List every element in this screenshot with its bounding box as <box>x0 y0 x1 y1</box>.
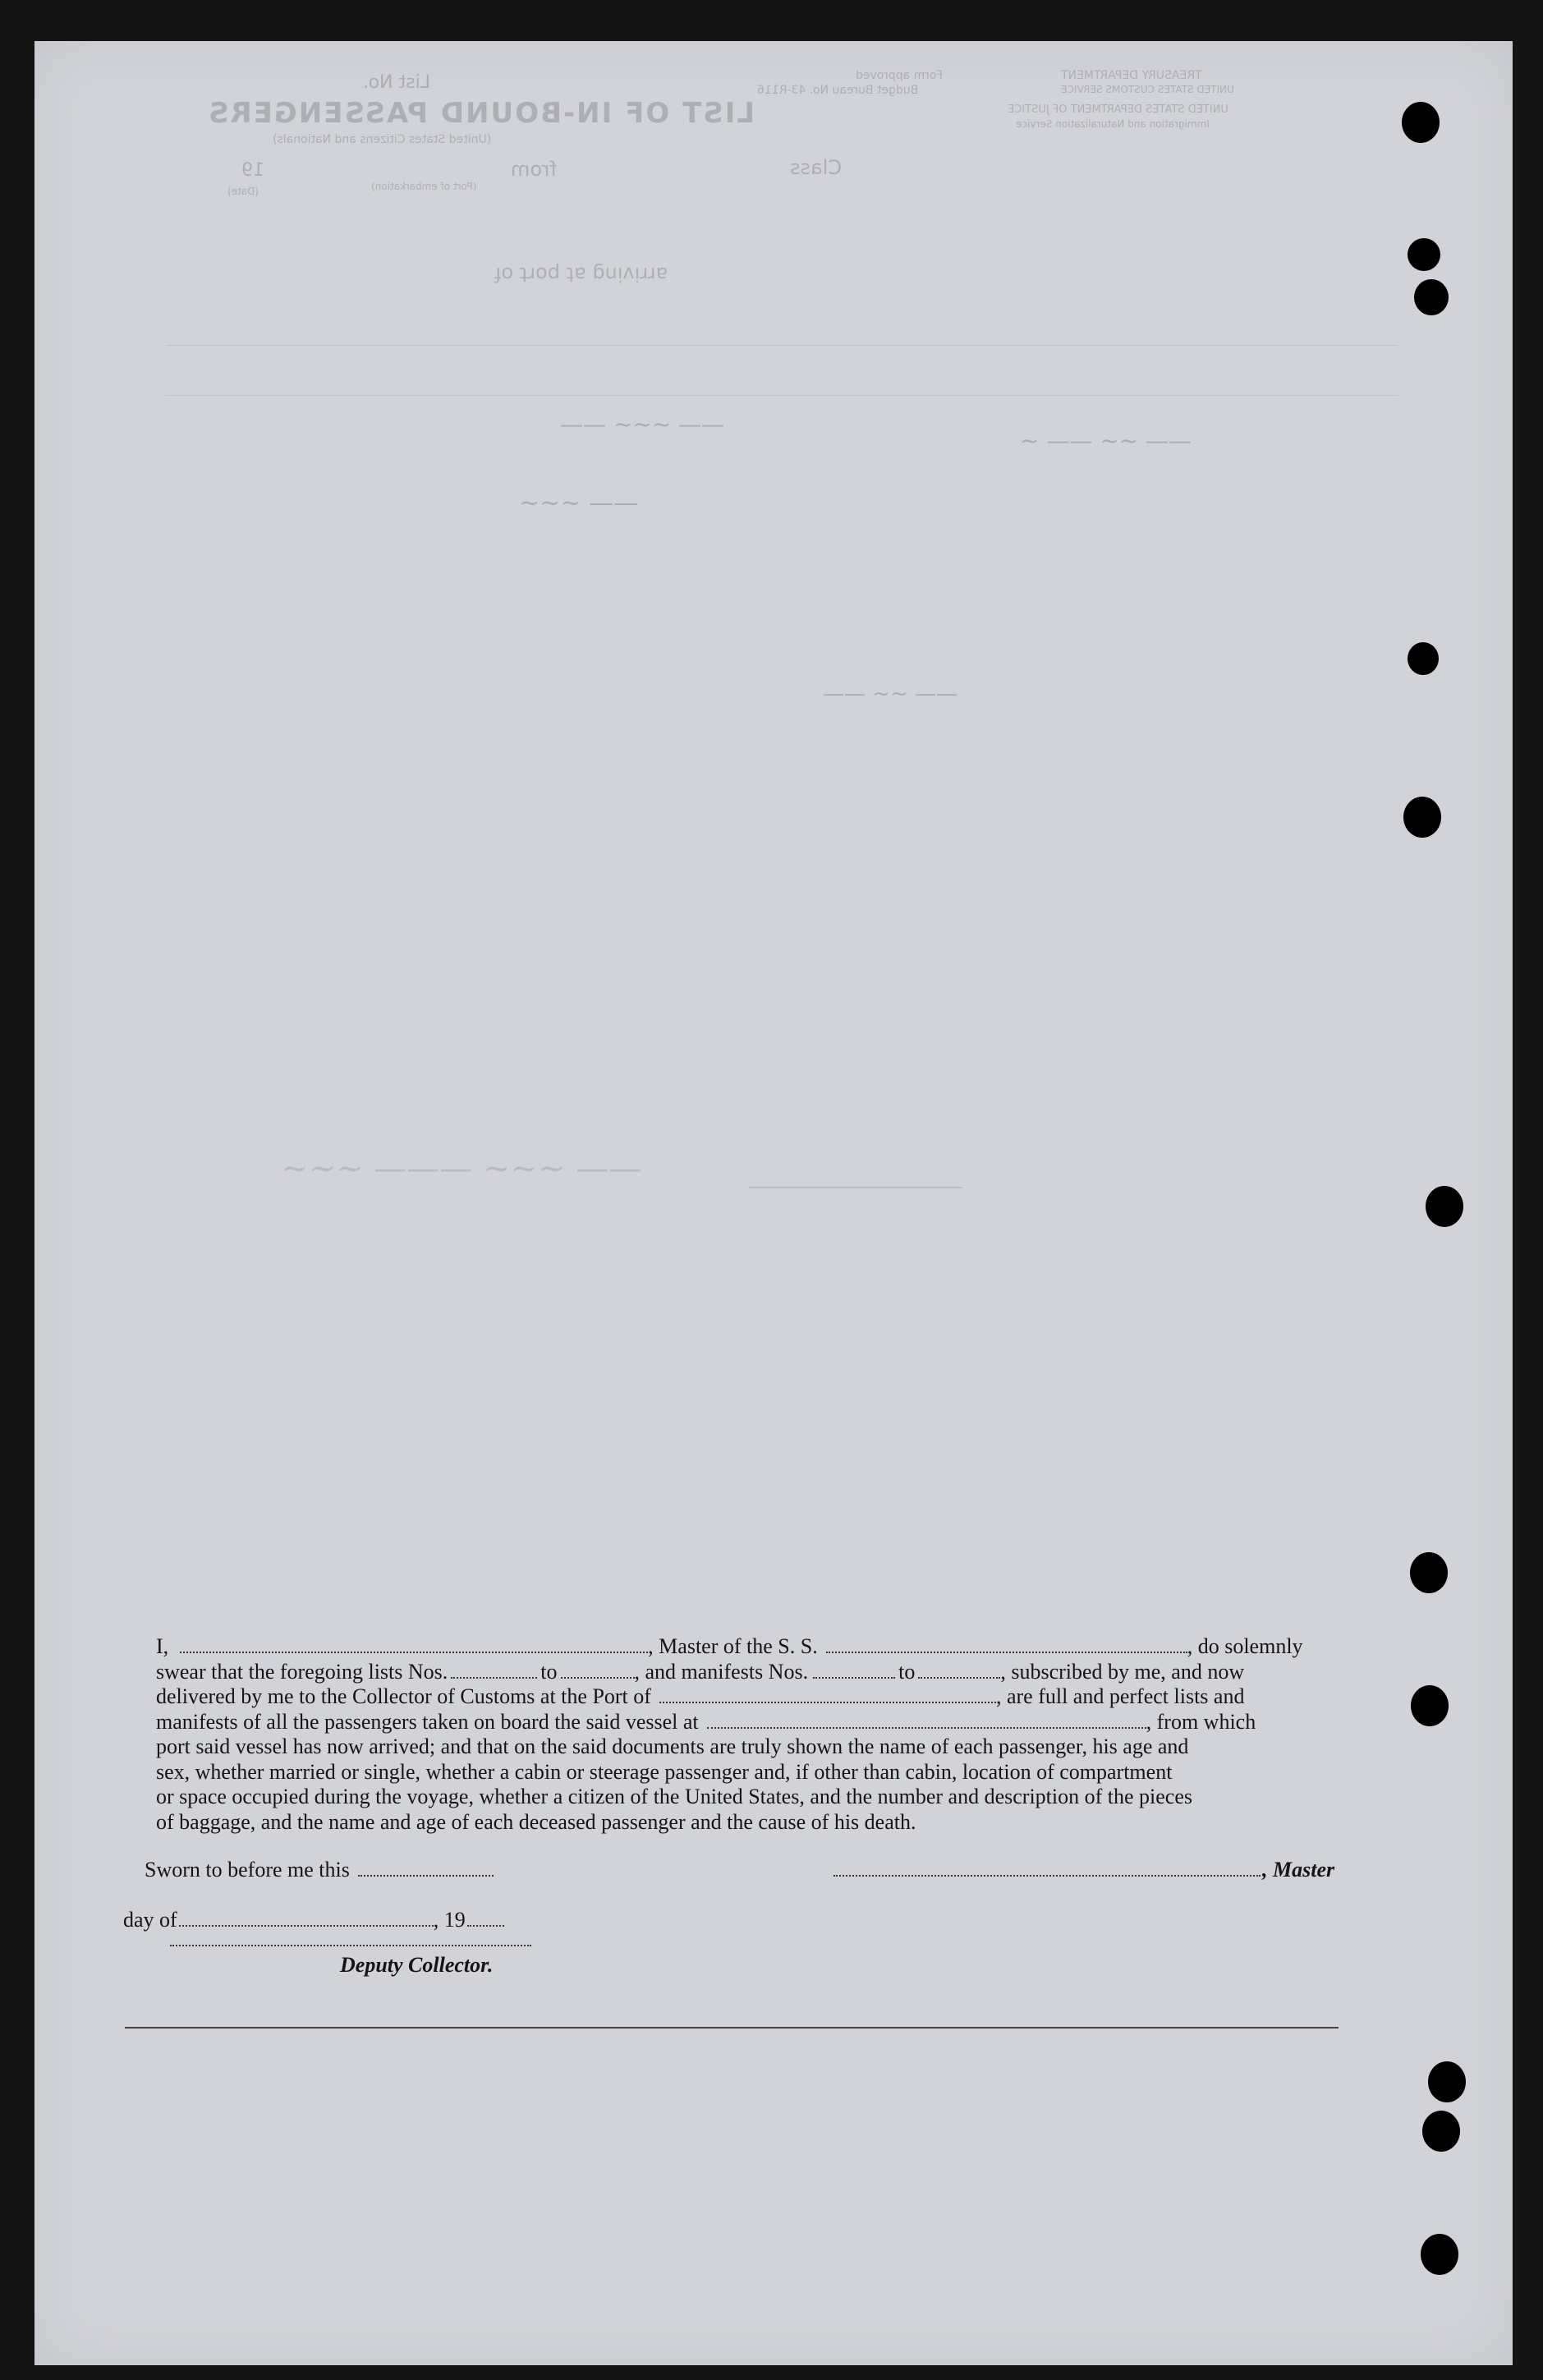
oath-text: , do solemnly <box>1187 1634 1303 1658</box>
bleed-faint-rule <box>749 1187 962 1188</box>
month-field[interactable] <box>179 1909 434 1927</box>
manifests-to-field[interactable] <box>918 1661 1000 1679</box>
deputy-signature-field[interactable] <box>170 1945 531 1946</box>
oath-text: delivered by me to the Collector of Customs at the Port of <box>156 1684 651 1708</box>
oath-text: or space occupied during the voyage, whether a citizen of the United States, and the number and description of the pieces <box>156 1785 1193 1808</box>
oath-text: sex, whether married or single, whether a cabin or steerage passenger and, if other than cabin, location of compartment <box>156 1759 1173 1784</box>
oath-line <box>156 1734 1378 1760</box>
sworn-day-field[interactable] <box>358 1859 494 1877</box>
punch-hole <box>1428 2061 1466 2102</box>
punch-hole <box>1426 1186 1463 1227</box>
oath-line <box>156 1710 1378 1735</box>
oath-text: manifests of all the passengers taken on board the said vessel at <box>156 1709 699 1734</box>
bleed-date: (Date) <box>227 186 259 197</box>
bleed-nineteen: 19 <box>241 160 264 181</box>
year-prefix: , 19 <box>433 1908 466 1932</box>
punch-hole <box>1410 1552 1448 1593</box>
bleed-handwriting: —— ~~~ —— <box>560 411 725 438</box>
manifests-from-field[interactable] <box>813 1661 895 1679</box>
oath-text: , Master of the S. S. <box>648 1634 818 1658</box>
oath-text: port said vessel has now arrived; and that on the said documents are truly shown the name of each passenger, his age and <box>156 1734 1189 1758</box>
oath-text: , and manifests Nos. <box>634 1659 809 1684</box>
punch-hole <box>1402 102 1440 143</box>
oath-paragraph <box>156 1634 1378 1835</box>
bleed-customs: UNITED STATES CUSTOMS SERVICE <box>1061 84 1234 95</box>
sworn-line <box>145 1858 494 1882</box>
oath-line <box>156 1660 1378 1685</box>
oath-text: I, <box>156 1634 169 1658</box>
day-of-text: day of <box>123 1908 177 1932</box>
year-field[interactable] <box>467 1909 504 1927</box>
bleed-handwriting: ~~~ ——— ~~~ —— <box>281 1150 642 1188</box>
bleed-handwriting: ~ —— ~~ —— <box>1020 427 1192 454</box>
bleed-handwriting: ~~~ —— <box>519 489 638 517</box>
punch-hole <box>1411 1685 1449 1726</box>
oath-text: , from which <box>1146 1709 1256 1734</box>
bleed-justice: UNITED STATES DEPARTMENT OF JUSTICE <box>1008 103 1228 116</box>
punch-hole <box>1414 279 1449 315</box>
bleed-handwriting: —— ~~ —— <box>823 682 958 706</box>
master-label: , Master <box>1262 1858 1335 1881</box>
oath-text: , subscribed by me, and now <box>1000 1659 1245 1684</box>
punch-hole <box>1403 797 1441 838</box>
oath-line <box>156 1760 1378 1785</box>
punch-hole <box>1422 2111 1460 2152</box>
bleed-list-no: List No. <box>363 72 430 93</box>
bleed-column-headers <box>166 345 1398 396</box>
oath-line <box>156 1785 1378 1810</box>
embarkation-field[interactable] <box>707 1711 1146 1729</box>
bleed-treasury: TREASURY DEPARTMENT <box>1061 69 1202 82</box>
master-signature-field[interactable] <box>833 1859 1261 1877</box>
punch-hole <box>1421 2234 1458 2275</box>
sworn-text: Sworn to before me this <box>145 1858 350 1881</box>
oath-text: to <box>540 1659 558 1684</box>
oath-text: swear that the foregoing lists Nos. <box>156 1659 448 1684</box>
oath-text: of baggage, and the name and age of each deceased passenger and the cause of his death. <box>156 1809 916 1834</box>
bleed-from: from <box>511 158 557 181</box>
oath-text: to <box>898 1659 916 1684</box>
vessel-name-field[interactable] <box>826 1635 1187 1653</box>
bleed-class: Class <box>790 156 843 179</box>
date-line <box>123 1908 504 1932</box>
lists-to-field[interactable] <box>561 1661 635 1679</box>
bleed-subtitle: (United States Citizens and Nationals) <box>273 133 492 146</box>
bleed-budget-bureau: Budget Bureau No. 43-R116 <box>757 84 919 97</box>
oath-line <box>156 1684 1378 1710</box>
bleed-form-approved: Form approved <box>856 69 943 82</box>
punch-hole <box>1408 642 1439 675</box>
oath-line <box>156 1810 1378 1836</box>
bleed-arriving: arriving at port of <box>494 263 668 286</box>
oath-text: , are full and perfect lists and <box>995 1684 1245 1708</box>
bleed-title: LIST OF IN-BOUND PASSENGERS <box>207 97 755 130</box>
punch-hole <box>1408 238 1440 271</box>
document-page <box>34 41 1513 2365</box>
oath-line <box>156 1634 1378 1660</box>
lists-from-field[interactable] <box>451 1661 537 1679</box>
master-signature-line <box>833 1858 1334 1882</box>
port-field[interactable] <box>659 1685 996 1703</box>
bleed-port-of-embarkation: (Port of embarkation) <box>371 181 477 192</box>
master-name-field[interactable] <box>180 1635 648 1653</box>
bottom-rule <box>125 2027 1339 2029</box>
deputy-collector-label: Deputy Collector. <box>340 1953 494 1977</box>
bleed-immigration: Immigration and Naturalization Service <box>1016 118 1210 130</box>
